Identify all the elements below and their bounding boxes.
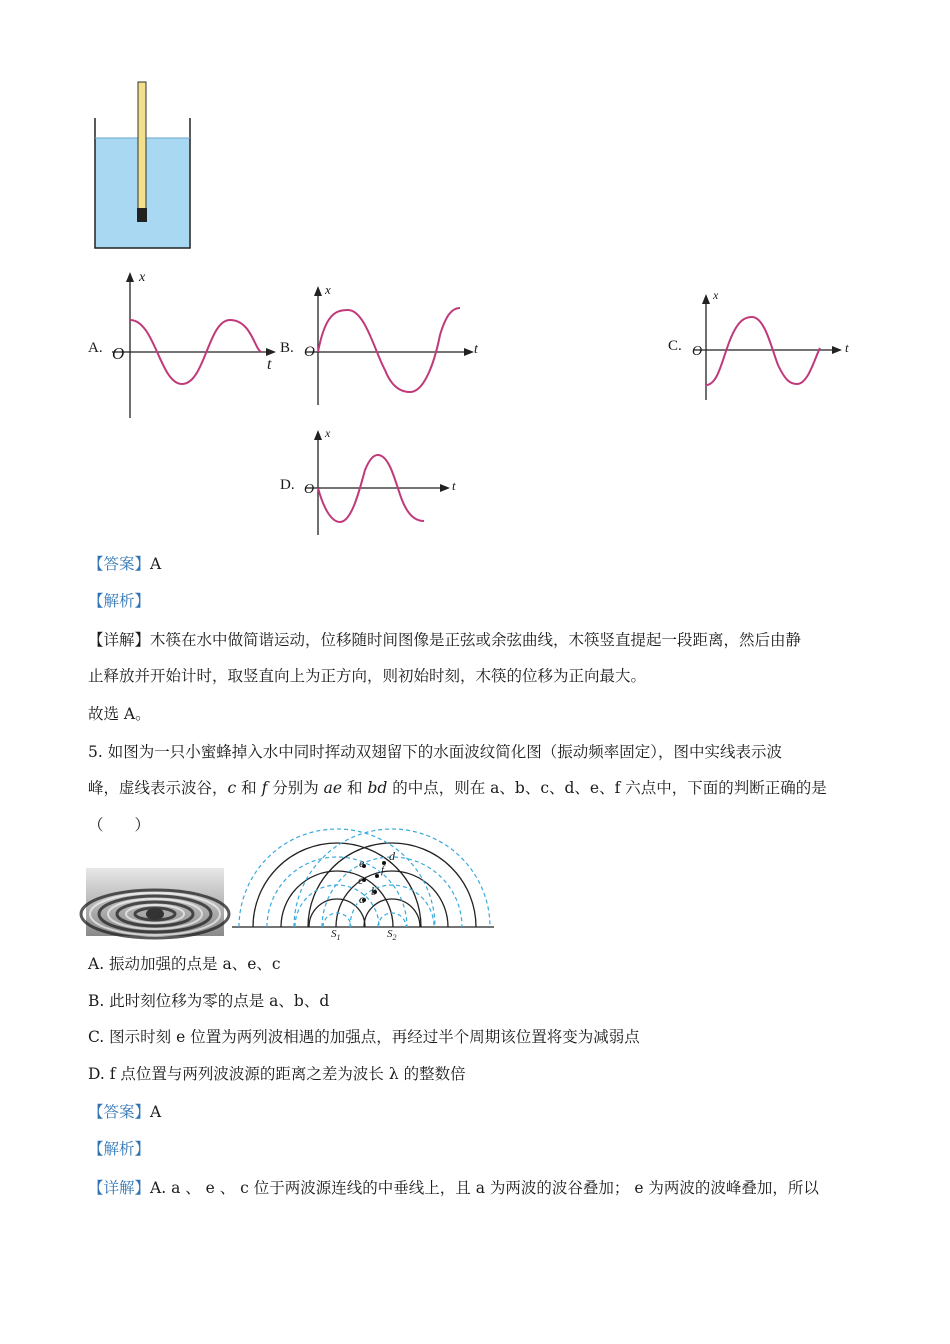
bee-icon xyxy=(146,908,164,920)
q5-option-b[interactable]: B. 此时刻位移为零的点是 a、b、d xyxy=(88,992,330,1010)
origin-d: O xyxy=(304,482,315,497)
detail-text: A. a 、 e 、 c 位于两波源连线的中垂线上，且 a 为两波的波谷叠加； e 为两波的波峰叠加，所以 xyxy=(150,1179,819,1197)
q4-detail-line1 xyxy=(88,629,801,651)
q5-stem-line1: 5. 如图为一只小蜜蜂掉入水中同时挥动双翅留下的水面波纹简化图（振动频率固定），图中实线表示波 xyxy=(88,743,782,761)
bee-photo xyxy=(86,868,224,936)
answer-value: A xyxy=(150,1103,162,1121)
source-s2: $S_2$ xyxy=(387,928,397,943)
y-axis-a: x xyxy=(139,270,146,285)
q5-option-c[interactable]: C. 图示时刻 e 位置为两列波相遇的加强点，再经过半个周期该位置将变为减弱点 xyxy=(88,1028,640,1046)
q4-detail-line2: 止释放并开始计时，取竖直向上为正方向，则初始时刻，木筷的位移为正向最大。 xyxy=(88,667,647,685)
x-axis-a: t xyxy=(267,356,272,373)
q4-answer xyxy=(88,553,161,575)
q5-detail-line1 xyxy=(88,1177,819,1199)
q5-option-a[interactable]: A. 振动加强的点是 a、e、c xyxy=(88,955,281,973)
point-b: b xyxy=(371,884,377,898)
q5-bracket: （ ） xyxy=(88,816,151,834)
answer-tag: 【答案】 xyxy=(88,555,151,573)
point-a: a xyxy=(359,892,365,906)
q5-answer xyxy=(88,1101,161,1123)
answer-value: A xyxy=(150,555,162,573)
option-a-label: A. xyxy=(88,340,103,356)
y-axis-c: x xyxy=(713,288,719,302)
x-axis-c: t xyxy=(845,340,849,355)
graph-option-d xyxy=(0,0,950,560)
option-d-label: D. xyxy=(280,477,295,493)
x-axis-b: t xyxy=(474,342,478,357)
option-c-label: C. xyxy=(668,338,682,354)
detail-text: 木筷在水中做简谐运动，位移随时间图像是正弦或余弦曲线，木筷竖直提起一段距离，然后由静 xyxy=(150,631,802,649)
y-axis-d: x xyxy=(325,426,331,440)
source-s1: $S_1$ xyxy=(331,928,341,943)
point-c: c xyxy=(358,873,364,887)
y-axis-b: x xyxy=(325,282,331,297)
q5-option-d[interactable]: D. f 点位置与两列波波源的距离之差为波长 λ 的整数倍 xyxy=(88,1065,466,1083)
detail-tag: 【详解】 xyxy=(88,631,151,649)
point-d: d xyxy=(389,849,395,863)
origin-a: O xyxy=(112,344,125,363)
answer-tag: 【答案】 xyxy=(88,1103,151,1121)
q5-stem-line2: 峰，虚线表示波谷，c 和 f 分别为 ae 和 bd 的中点，则在 a、b、c、d、e、f 六点中，下面的判断正确的是 xyxy=(88,779,827,797)
q4-analysis-tag: 【解析】 xyxy=(88,592,151,610)
x-axis-d: t xyxy=(452,478,456,493)
point-e: e xyxy=(359,856,365,870)
origin-b: O xyxy=(304,344,315,360)
detail-tag: 【详解】 xyxy=(88,1179,151,1197)
q4-conclusion: 故选 A。 xyxy=(88,705,151,723)
q5-analysis-tag: 【解析】 xyxy=(88,1140,151,1158)
point-f: f xyxy=(381,864,385,876)
origin-c: O xyxy=(692,344,703,359)
option-b-label: B. xyxy=(280,340,294,356)
